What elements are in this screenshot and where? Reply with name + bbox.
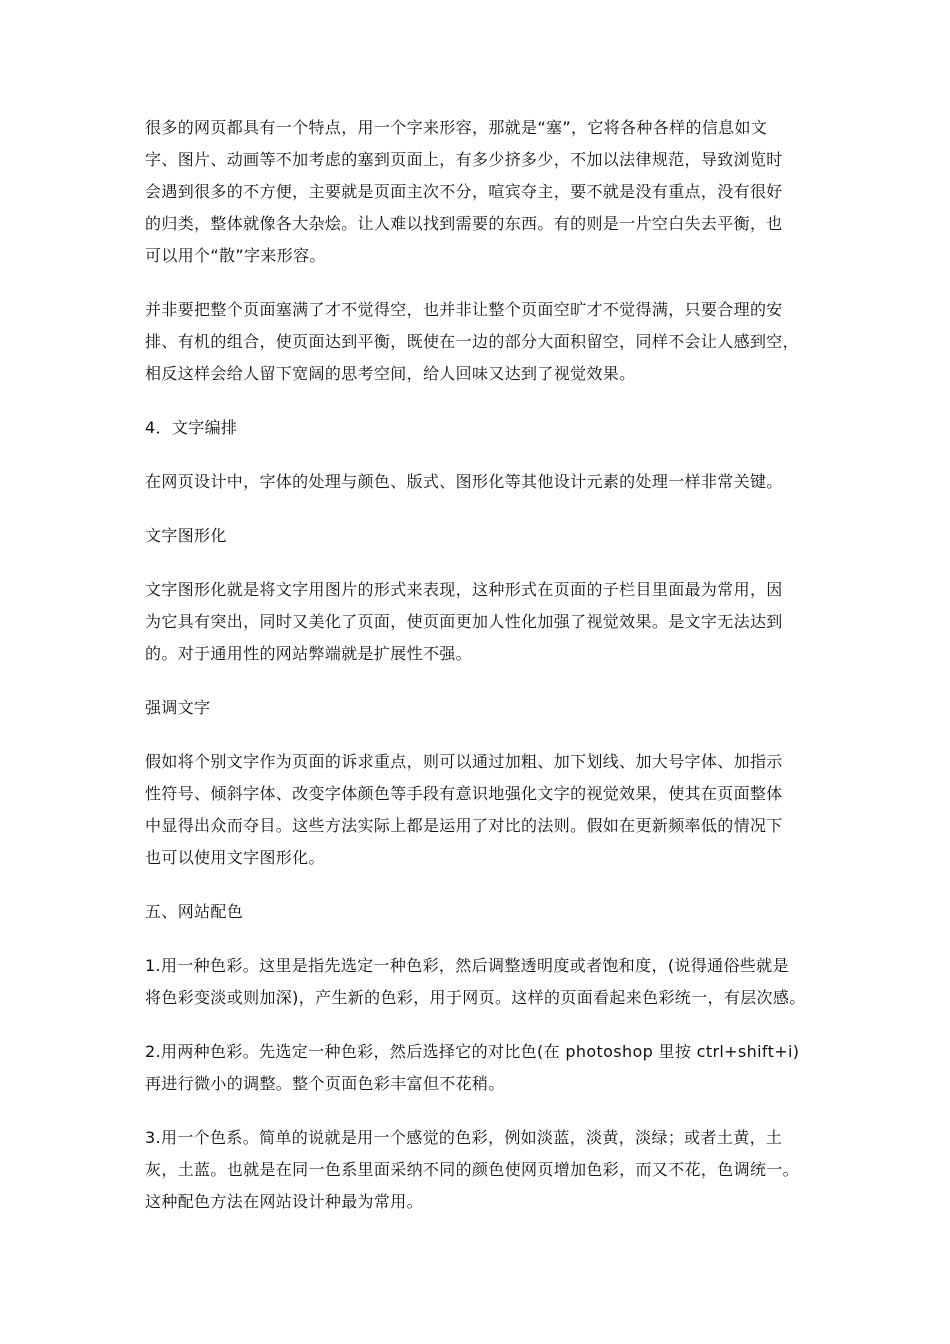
- text-line: 可以用个“散”字来形容。: [145, 246, 326, 265]
- paragraph-balance: [145, 294, 825, 390]
- text-line: 文字图形化就是将文字用图片的形式来表现，这种形式在页面的子栏目里面最为常用，因: [145, 580, 783, 599]
- text-line: 2.用两种色彩。先选定一种色彩，然后选择它的对比色(在 photoshop 里按 ctrl+shift+i): [145, 1042, 800, 1061]
- text-line: 灰，土蓝。也就是在同一色系里面采纳不同的颜色使网页增加色彩，而又不花，色调统一。: [145, 1160, 800, 1179]
- paragraph-font-handling: [145, 466, 825, 498]
- text-line: 的归类，整体就像各大杂烩。让人难以找到需要的东西。有的则是一片空白失去平衡，也: [145, 214, 783, 233]
- text-line: 字、图片、动画等不加考虑的塞到页面上，有多少挤多少，不加以法律规范，导致浏览时: [145, 150, 783, 169]
- text-line: 再进行微小的调整。整个页面色彩丰富但不花稍。: [145, 1074, 505, 1093]
- section-heading: 4．文字编排: [145, 418, 238, 437]
- paragraph-emphasis-text: [145, 746, 825, 874]
- text-line: 在网页设计中，字体的处理与颜色、版式、图形化等其他设计元素的处理一样非常关键。: [145, 472, 783, 491]
- text-line: 的。对于通用性的网站弊端就是扩展性不强。: [145, 644, 473, 663]
- text-line: 3.用一个色系。简单的说就是用一个感觉的色彩，例如淡蓝，淡黄，淡绿；或者土黄，土: [145, 1128, 783, 1147]
- heading-site-colors: [145, 896, 825, 928]
- text-line: 也可以使用文字图形化。: [145, 848, 325, 867]
- list-item-color-family: [145, 1122, 825, 1218]
- text-line: 性符号、倾斜字体、改变字体颜色等手段有意识地强化文字的视觉效果，使其在页面整体: [145, 784, 783, 803]
- section-heading: 五、网站配色: [145, 902, 244, 921]
- section-heading: 强调文字: [145, 698, 211, 717]
- section-heading: 文字图形化: [145, 526, 227, 545]
- text-line: 这种配色方法在网站设计种最为常用。: [145, 1192, 423, 1211]
- heading-text-layout: [145, 412, 825, 444]
- text-line: 会遇到很多的不方便，主要就是页面主次不分，喧宾夺主，要不就是没有重点，没有很好: [145, 182, 783, 201]
- text-line: 将色彩变淡或则加深)，产生新的色彩，用于网页。这样的页面看起来色彩统一，有层次感。: [145, 988, 806, 1007]
- list-item-two-colors: [145, 1036, 825, 1100]
- paragraph-crowded-pages: [145, 112, 825, 272]
- text-line: 1.用一种色彩。这里是指先选定一种色彩，然后调整透明度或者饱和度，(说得通俗些就是: [145, 956, 789, 975]
- text-line: 很多的网页都具有一个特点，用一个字来形容，那就是“塞”，它将各种各样的信息如文: [145, 118, 768, 137]
- text-line: 为它具有突出，同时又美化了页面，使页面更加人性化加强了视觉效果。是文字无法达到: [145, 612, 783, 631]
- text-line: 相反这样会给人留下宽阔的思考空间，给人回味又达到了视觉效果。: [145, 364, 636, 383]
- heading-emphasis-text: [145, 692, 825, 724]
- text-line: 并非要把整个页面塞满了才不觉得空，也并非让整个页面空旷才不觉得满，只要合理的安: [145, 300, 783, 319]
- text-line: 排、有机的组合，使页面达到平衡，既使在一边的部分大面积留空，同样不会让人感到空，: [145, 332, 800, 351]
- document-body: [145, 112, 825, 1240]
- heading-text-graphics: [145, 520, 825, 552]
- text-line: 假如将个别文字作为页面的诉求重点，则可以通过加粗、加下划线、加大号字体、加指示: [145, 752, 783, 771]
- paragraph-text-graphics: [145, 574, 825, 670]
- list-item-one-color: [145, 950, 825, 1014]
- text-line: 中显得出众而夺目。这些方法实际上都是运用了对比的法则。假如在更新频率低的情况下: [145, 816, 783, 835]
